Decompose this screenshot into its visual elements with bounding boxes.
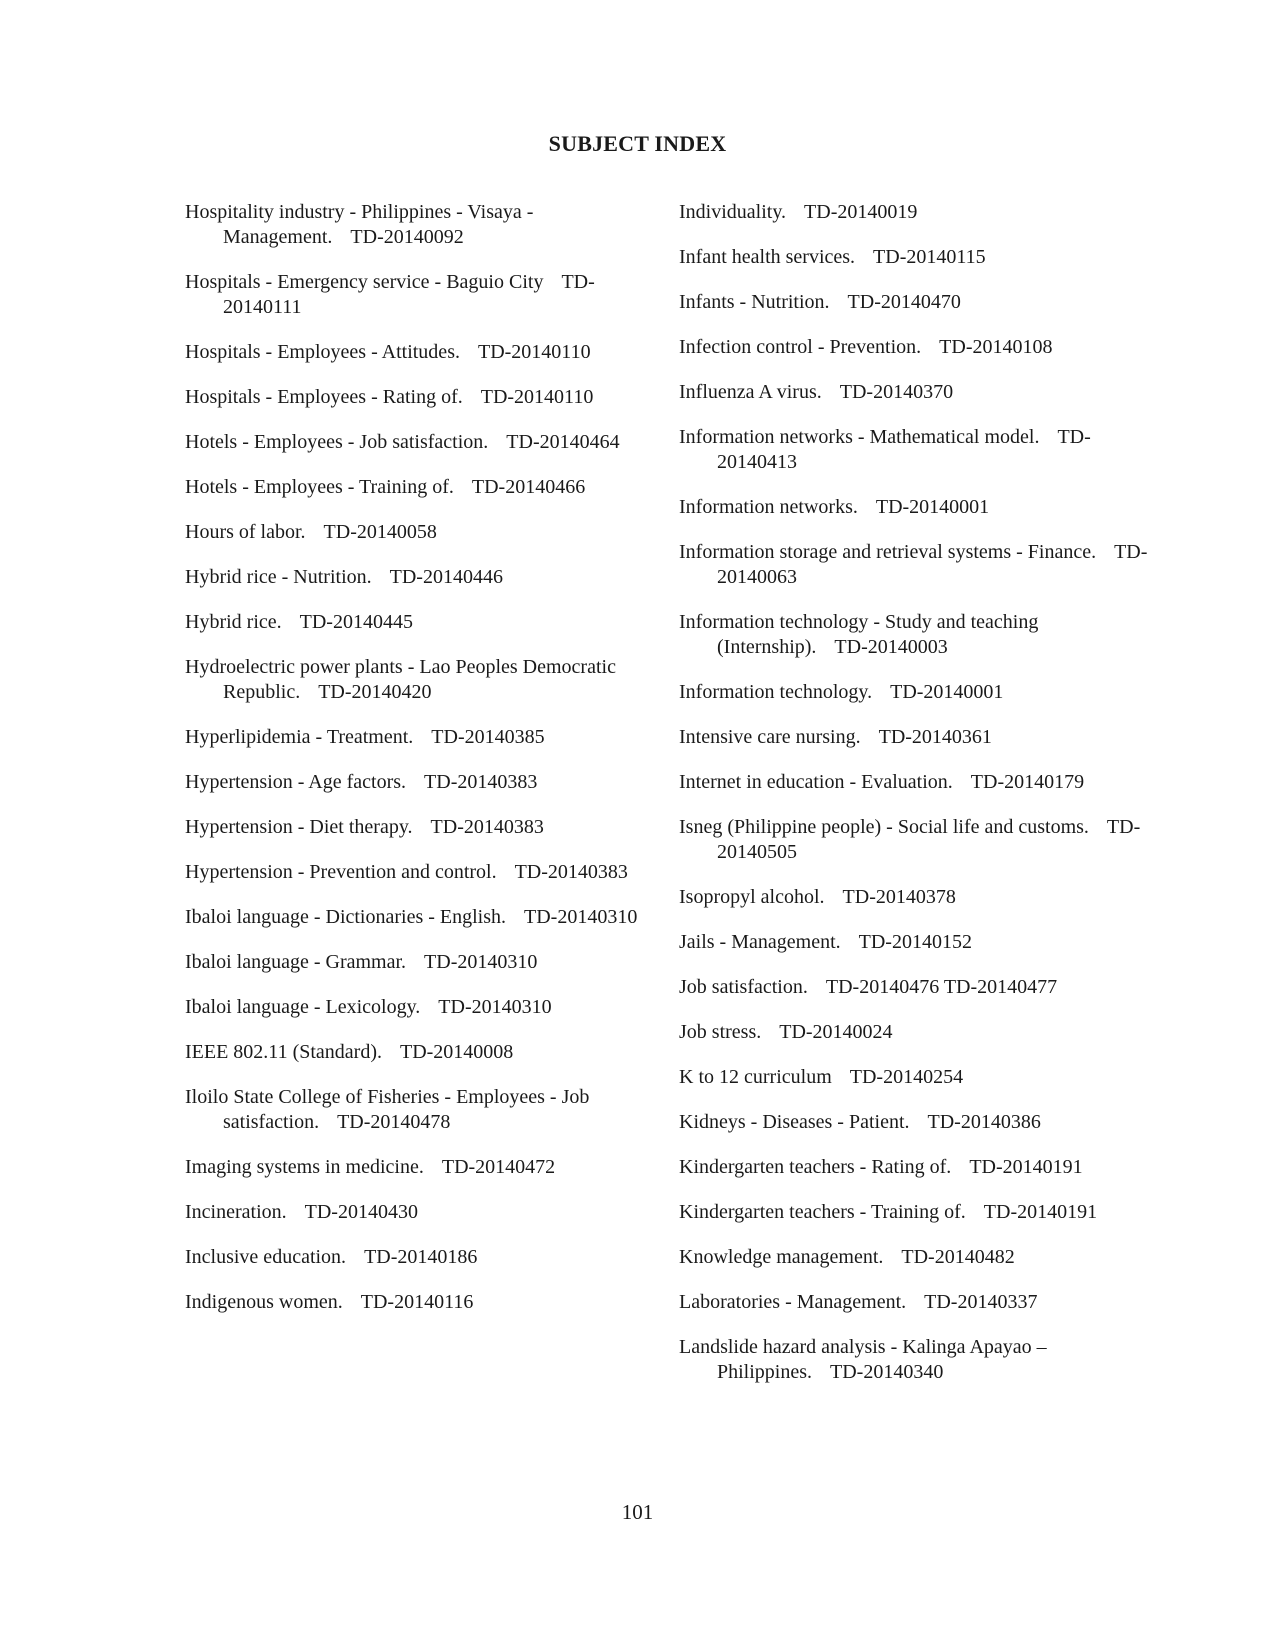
- index-entry: [185, 520, 655, 545]
- index-entry: [185, 905, 655, 930]
- index-entry-subject: Ibaloi language - Lexicology.: [185, 996, 421, 1018]
- index-entry: [679, 725, 1159, 750]
- index-entry: [679, 1020, 1159, 1045]
- index-entry-code: TD-20140420: [318, 681, 432, 703]
- index-entry-subject: Hypertension - Prevention and control.: [185, 861, 497, 883]
- index-entry: [185, 385, 655, 410]
- index-entry-code: TD-20140482: [901, 1246, 1015, 1268]
- index-entry-code: TD-20140340: [830, 1361, 944, 1383]
- index-entry-code: TD-20140110: [480, 386, 594, 408]
- index-entry-code: TD-20140310: [424, 951, 538, 973]
- index-entry: [185, 1245, 655, 1270]
- index-entry-subject: Inclusive education.: [185, 1246, 347, 1268]
- index-entry-code: TD-20140111: [223, 271, 595, 318]
- index-entry-code: TD-20140115: [873, 246, 986, 268]
- index-entry-subject: Iloilo State College of Fisheries - Employees - Job satisfaction.: [185, 1086, 590, 1133]
- index-entry-code: TD-20140472: [441, 1156, 556, 1178]
- index-entry-subject: Information networks.: [679, 496, 858, 518]
- index-entry-code: TD-20140191: [969, 1156, 1083, 1178]
- index-entry-subject: Hospitality industry - Philippines - Visaya - Management.: [185, 201, 534, 248]
- index-entry: [185, 815, 655, 840]
- index-entry-subject: Hybrid rice - Nutrition.: [185, 566, 372, 588]
- index-entry: [185, 340, 655, 365]
- index-entry-code: TD-20140063: [717, 541, 1148, 588]
- index-entry: [679, 680, 1159, 705]
- index-entry-subject: Isneg (Philippine people) - Social life and customs.: [679, 816, 1089, 838]
- index-entry-code: TD-20140505: [717, 816, 1141, 863]
- index-entry-subject: Internet in education - Evaluation.: [679, 771, 953, 793]
- index-entry-subject: Job satisfaction.: [679, 976, 808, 998]
- index-entry: [185, 1040, 655, 1065]
- index-entry: [185, 610, 655, 635]
- index-entry-subject: Incineration.: [185, 1201, 287, 1223]
- index-entry: [679, 380, 1159, 405]
- index-entry: [679, 200, 1159, 225]
- index-entry: [679, 335, 1159, 360]
- index-entry-code: TD-20140361: [878, 726, 992, 748]
- index-entry-subject: Kindergarten teachers - Rating of.: [679, 1156, 952, 1178]
- index-entry: [679, 770, 1159, 795]
- index-entry: [185, 725, 655, 750]
- index-entry-subject: Imaging systems in medicine.: [185, 1156, 424, 1178]
- index-entry-subject: Information technology.: [679, 681, 873, 703]
- index-entry-code: TD-20140430: [304, 1201, 418, 1223]
- page-number: 101: [621, 1500, 654, 1524]
- index-entry-subject: Hyperlipidemia - Treatment.: [185, 726, 414, 748]
- index-entry-code: TD-20140003: [834, 636, 948, 658]
- index-entry-subject: Infants - Nutrition.: [679, 291, 830, 313]
- index-entry: [185, 565, 655, 590]
- index-entry-subject: Laboratories - Management.: [679, 1291, 907, 1313]
- index-entry-code: TD-20140385: [431, 726, 545, 748]
- index-entry: [185, 995, 655, 1020]
- index-entry-code: TD-20140191: [983, 1201, 1098, 1223]
- index-entry-subject: Information networks - Mathematical model.: [679, 426, 1040, 448]
- index-entry-code: TD-20140116: [360, 1291, 474, 1313]
- index-entry-code: TD-20140186: [364, 1246, 478, 1268]
- index-entry-subject: Intensive care nursing.: [679, 726, 861, 748]
- index-entry-subject: Hypertension - Age factors.: [185, 771, 407, 793]
- index-entry: [185, 200, 655, 250]
- index-entry: [185, 860, 655, 885]
- index-entry-subject: Hours of labor.: [185, 521, 306, 543]
- index-entry-subject: Infection control - Prevention.: [679, 336, 922, 358]
- index-entry: [679, 495, 1159, 520]
- index-entry: [185, 270, 655, 320]
- index-entry-subject: Indigenous women.: [185, 1291, 343, 1313]
- index-entry: [679, 1110, 1159, 1135]
- index-entry-code: TD-20140383: [424, 771, 538, 793]
- index-entry-subject: Hydroelectric power plants - Lao Peoples Democratic Republic.: [185, 656, 616, 703]
- index-column-left: [185, 200, 655, 1335]
- index-entry: [679, 815, 1159, 865]
- index-entry-code: TD-20140019: [804, 201, 918, 223]
- index-entry-subject: Ibaloi language - Dictionaries - English.: [185, 906, 507, 928]
- index-entry-code: TD-20140413: [717, 426, 1091, 473]
- index-entry-code: TD-20140337: [924, 1291, 1038, 1313]
- index-entry: [185, 1155, 655, 1180]
- index-entry: [185, 655, 655, 705]
- index-entry: [185, 475, 655, 500]
- index-entry-code: TD-20140445: [299, 611, 413, 633]
- index-entry-code: TD-20140001: [875, 496, 990, 518]
- index-entry-code: TD-20140179: [970, 771, 1085, 793]
- index-entry-code: TD-20140058: [323, 521, 437, 543]
- index-entry: [679, 975, 1159, 1000]
- index-entry-subject: Job stress.: [679, 1021, 762, 1043]
- index-entry-code: TD-20140310: [438, 996, 552, 1018]
- index-entry: [679, 610, 1159, 660]
- index-entry-code: TD-20140386: [927, 1111, 1041, 1133]
- index-entry-subject: Information technology - Study and teaching (Internship).: [679, 611, 1039, 658]
- index-entry-subject: IEEE 802.11 (Standard).: [185, 1041, 382, 1063]
- index-entry-code: TD-20140466: [471, 476, 586, 498]
- index-entry-code: TD-20140092: [350, 226, 464, 248]
- index-entry-subject: Hotels - Employees - Training of.: [185, 476, 454, 498]
- index-entry-subject: Hybrid rice.: [185, 611, 282, 633]
- index-entry-code: TD-20140254: [849, 1066, 964, 1088]
- index-entry-code: TD-20140024: [779, 1021, 893, 1043]
- index-entry-code: TD-20140310: [524, 906, 638, 928]
- index-entry-code: TD-20140464: [506, 431, 620, 453]
- index-entry-subject: Hospitals - Employees - Attitudes.: [185, 341, 460, 363]
- index-entry-code: TD-20140001: [890, 681, 1004, 703]
- index-entry-code: TD-20140108: [939, 336, 1053, 358]
- index-entry-subject: Landslide hazard analysis - Kalinga Apayao – Philippines.: [679, 1336, 1047, 1383]
- index-entry: [679, 425, 1159, 475]
- index-entry-code: TD-20140478: [337, 1111, 451, 1133]
- index-entry-subject: Hotels - Employees - Job satisfaction.: [185, 431, 489, 453]
- index-entry-subject: Hospitals - Emergency service - Baguio City: [185, 271, 544, 293]
- index-entry: [185, 1085, 655, 1135]
- index-entry: [679, 245, 1159, 270]
- index-entry: [185, 1290, 655, 1315]
- index-entry-code: TD-20140383: [430, 816, 544, 838]
- index-entry: [679, 290, 1159, 315]
- index-entry-code: TD-20140110: [477, 341, 591, 363]
- index-entry-subject: Kidneys - Diseases - Patient.: [679, 1111, 910, 1133]
- index-entry-subject: Information storage and retrieval systems - Finance.: [679, 541, 1097, 563]
- index-entry: [679, 1200, 1159, 1225]
- index-entry-subject: Knowledge management.: [679, 1246, 884, 1268]
- index-entry-code: TD-20140446: [389, 566, 503, 588]
- index-entry: [679, 540, 1159, 590]
- index-entry-subject: Isopropyl alcohol.: [679, 886, 825, 908]
- index-entry-code: TD-20140370: [839, 381, 954, 403]
- index-entry-subject: Ibaloi language - Grammar.: [185, 951, 407, 973]
- index-entry-code: TD-20140008: [399, 1041, 514, 1063]
- index-entry: [185, 1200, 655, 1225]
- index-entry-code: TD-20140378: [842, 886, 956, 908]
- index-entry-code: TD-20140383: [514, 861, 628, 883]
- index-entry-subject: Hypertension - Diet therapy.: [185, 816, 413, 838]
- index-entry: [679, 930, 1159, 955]
- index-entry-subject: Influenza A virus.: [679, 381, 822, 403]
- index-column-right: [679, 200, 1159, 1405]
- index-entry: [185, 950, 655, 975]
- index-entry-code: TD-20140470: [847, 291, 961, 313]
- index-entry: [185, 770, 655, 795]
- index-entry: [679, 1245, 1159, 1270]
- index-entry: [679, 1290, 1159, 1315]
- index-entry-subject: Individuality.: [679, 201, 787, 223]
- index-entry-subject: Hospitals - Employees - Rating of.: [185, 386, 463, 408]
- page-title: SUBJECT INDEX: [548, 130, 727, 156]
- index-entry: [679, 1155, 1159, 1180]
- index-entry: [679, 885, 1159, 910]
- index-entry-subject: Kindergarten teachers - Training of.: [679, 1201, 966, 1223]
- index-entry-subject: K to 12 curriculum: [679, 1066, 832, 1088]
- index-entry-code: TD-20140476 TD-20140477: [825, 976, 1058, 998]
- index-entry: [679, 1335, 1159, 1385]
- index-entry: [185, 430, 655, 455]
- index-entry-subject: Infant health services.: [679, 246, 856, 268]
- index-entry: [679, 1065, 1159, 1090]
- index-entry-code: TD-20140152: [858, 931, 972, 953]
- index-entry-subject: Jails - Management.: [679, 931, 841, 953]
